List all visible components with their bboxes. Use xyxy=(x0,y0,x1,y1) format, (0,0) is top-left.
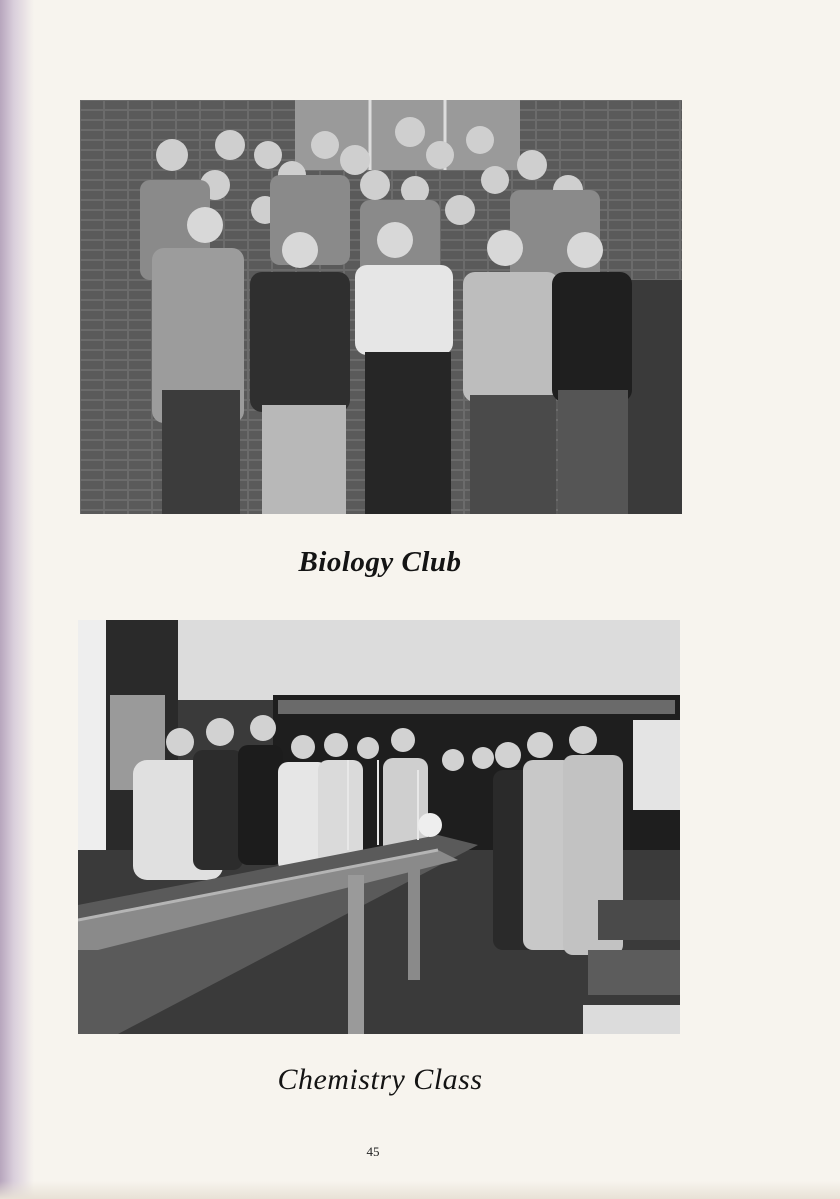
biology-club-photo xyxy=(80,100,682,514)
chemistry-class-photo xyxy=(78,620,680,1034)
page-bottom-edge xyxy=(0,1181,840,1199)
binding-shadow xyxy=(0,0,34,1199)
page-number: 45 xyxy=(366,1144,380,1159)
chemistry-class-caption: Chemistry Class xyxy=(277,1063,483,1096)
biology-club-caption: Biology Club xyxy=(298,546,462,578)
